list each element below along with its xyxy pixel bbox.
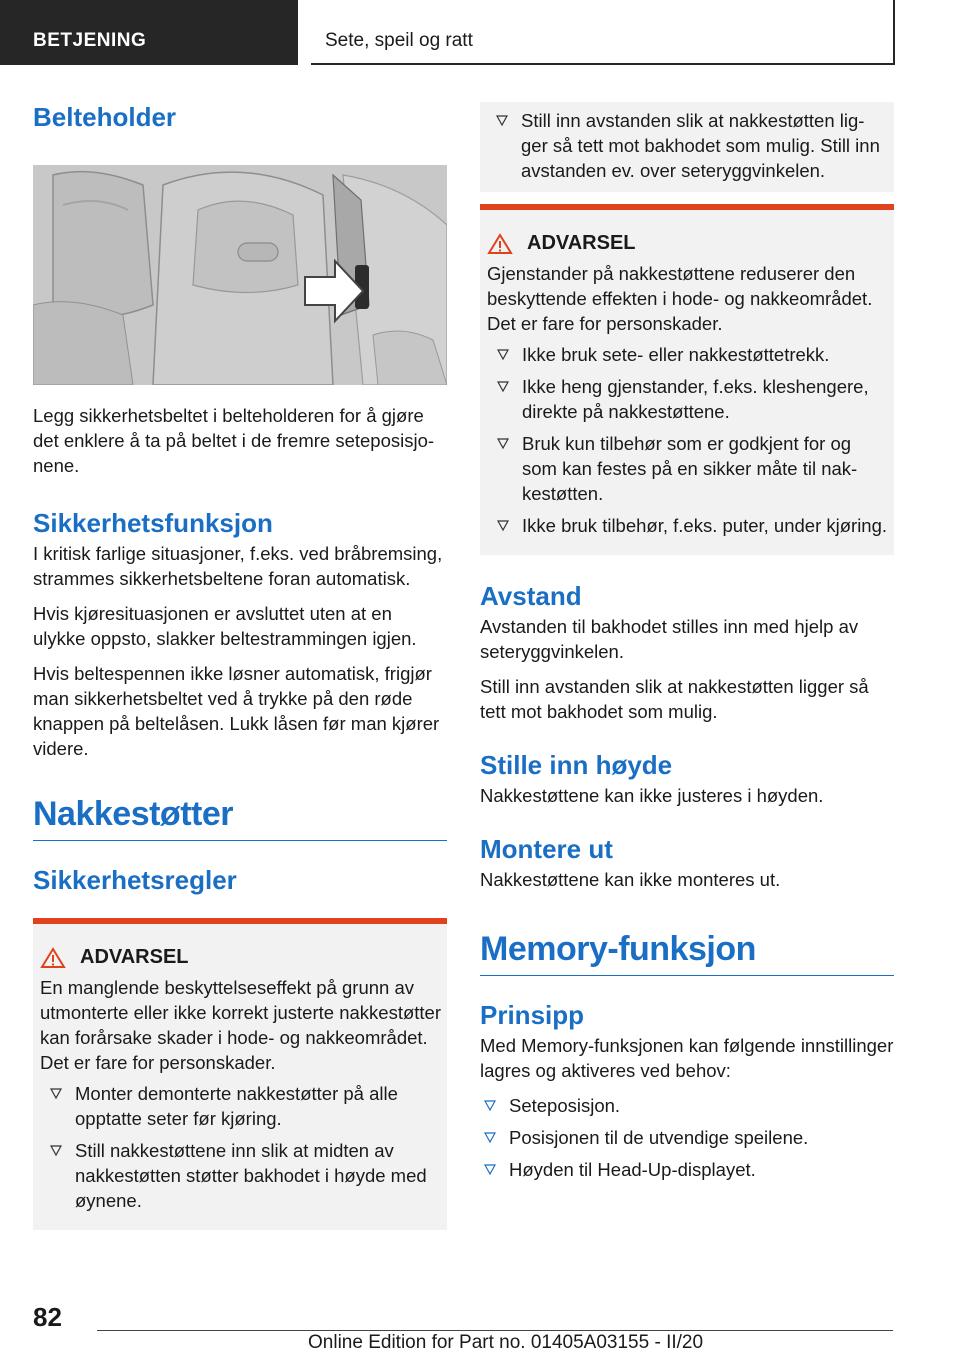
stille-inn-hoyde-paragraph: Nakkestøttene kan ikke justeres i høyden. xyxy=(480,785,824,806)
montere-ut-heading: Montere ut xyxy=(480,834,613,864)
belteholder-heading: Belteholder xyxy=(33,102,177,132)
warning-box-left xyxy=(33,918,447,1230)
list-item: Høyden til Head-Up-displayet. xyxy=(480,1157,894,1182)
triangle-bullet-icon xyxy=(484,1132,496,1144)
list-item: Ikke heng gjenstander, f.eks. kleshengere, direkte på nakkestøttene. xyxy=(487,374,888,424)
warning-box-right xyxy=(480,204,894,555)
list-item: Still inn avstanden slik at nakkestøtten ligger så tett mot bakhodet som mulig. Still inn avstanden ev. over seteryggvinkelen. xyxy=(486,108,884,183)
seat-belt-holder-illustration xyxy=(33,165,447,385)
nakkestotter-heading: Nakkestøtter xyxy=(33,795,447,841)
triangle-bullet-icon xyxy=(496,115,508,127)
warning-text: Gjenstander på nakkestøttene reduserer den beskyttende effekten i hode- og nakkeområdet. Det er fare for personskader. xyxy=(487,263,873,334)
page-number: 82 xyxy=(33,1302,62,1332)
sikkerhetsfunksjon-paragraph-1: I kritisk farlige situasjoner, f.eks. ved bråbremsing, strammes sikkerhetsbeltene foran automatisk. xyxy=(33,543,443,589)
belteholder-text: Legg sikkerhetsbeltet i belteholderen for å gjøre det enklere å ta på beltet i de fremre seteposisjonene. xyxy=(33,405,435,476)
avstand-paragraph-1: Avstanden til bakhodet stilles inn med hjelp av seteryggvinkelen. xyxy=(480,616,859,662)
triangle-bullet-icon xyxy=(484,1164,496,1176)
warning-triangle-icon xyxy=(487,233,513,255)
list-item: Posisjonen til de utvendige speilene. xyxy=(480,1125,894,1150)
header-section xyxy=(0,0,298,65)
continued-list-box xyxy=(480,102,894,192)
header-chapter xyxy=(311,0,895,65)
list-item: Seteposisjon. xyxy=(480,1093,894,1118)
avstand-heading: Avstand xyxy=(480,581,582,611)
memory-funksjon-heading: Memory-funksjon xyxy=(480,930,894,976)
warning-title-row xyxy=(487,232,888,255)
header-section-label: BETJENING xyxy=(33,30,147,51)
avstand-paragraph-2: Still inn avstanden slik at nakkestøtten ligger så tett mot bakhodet som mulig. xyxy=(480,676,869,722)
triangle-bullet-icon xyxy=(484,1100,496,1112)
left-column xyxy=(33,100,447,1230)
prinsipp-heading: Prinsipp xyxy=(480,1000,585,1030)
warning-title-row xyxy=(40,946,441,969)
montere-ut-paragraph: Nakkestøttene kan ikke monteres ut. xyxy=(480,869,781,890)
seat-belt-holder-image xyxy=(33,165,447,385)
prinsipp-paragraph: Med Memory-funksjonen kan følgende innstillinger lagres og aktiveres ved behov: xyxy=(480,1035,894,1081)
list-item: Monter demonterte nakkestøtter på alle opptatte seter før kjøring. xyxy=(40,1081,441,1131)
stille-inn-hoyde-heading: Stille inn høyde xyxy=(480,750,673,780)
triangle-bullet-icon xyxy=(50,1088,62,1100)
triangle-bullet-icon xyxy=(497,381,509,393)
warning-list xyxy=(487,342,888,538)
sikkerhetsfunksjon-heading: Sikkerhetsfunksjon xyxy=(33,508,273,538)
warning-list xyxy=(40,1081,441,1213)
sikkerhetsfunksjon-paragraph-3: Hvis beltespennen ikke løsner automatisk, frigjør man sikkerhetsbeltet ved å trykke på den røde knappen på beltelåsen. Lukk låsen før man kjører videre. xyxy=(33,663,440,759)
triangle-bullet-icon xyxy=(497,438,509,450)
warning-title: ADVARSEL xyxy=(527,232,636,254)
list-item: Ikke bruk sete- eller nakkestøttetrekk. xyxy=(487,342,888,367)
prinsipp-list xyxy=(480,1093,894,1182)
warning-text: En manglende beskyttelseseffekt på grunn av utmonterte eller ikke korrekt justerte nakkestøtter kan forårsake skader i hode- og nakkeområdet. Det er fare for personskader. xyxy=(40,977,441,1073)
footer-edition: Online Edition for Part no. 01405A03155 - II/20 xyxy=(308,1332,704,1353)
triangle-bullet-icon xyxy=(497,520,509,532)
footer-divider xyxy=(97,1330,893,1331)
list-item: Ikke bruk tilbehør, f.eks. puter, under kjøring. xyxy=(487,513,888,538)
triangle-bullet-icon xyxy=(497,349,509,361)
triangle-bullet-icon xyxy=(50,1145,62,1157)
list-item: Still nakkestøttene inn slik at midten av nakkestøtten støtter bakhodet i høyde med øynene. xyxy=(40,1138,441,1213)
warning-triangle-icon xyxy=(40,947,66,969)
sikkerhetsregler-heading: Sikkerhetsregler xyxy=(33,865,237,895)
continued-list xyxy=(486,106,884,183)
right-column xyxy=(480,102,894,1189)
list-item: Bruk kun tilbehør som er godkjent for og som kan festes på en sikker måte til nakkestøtten. xyxy=(487,431,888,506)
header-chapter-label: Sete, speil og ratt xyxy=(325,30,473,51)
sikkerhetsfunksjon-paragraph-2: Hvis kjøresituasjonen er avsluttet uten at en ulykke oppsto, slakker beltestrammingen igjen. xyxy=(33,603,417,649)
warning-title: ADVARSEL xyxy=(80,946,189,968)
